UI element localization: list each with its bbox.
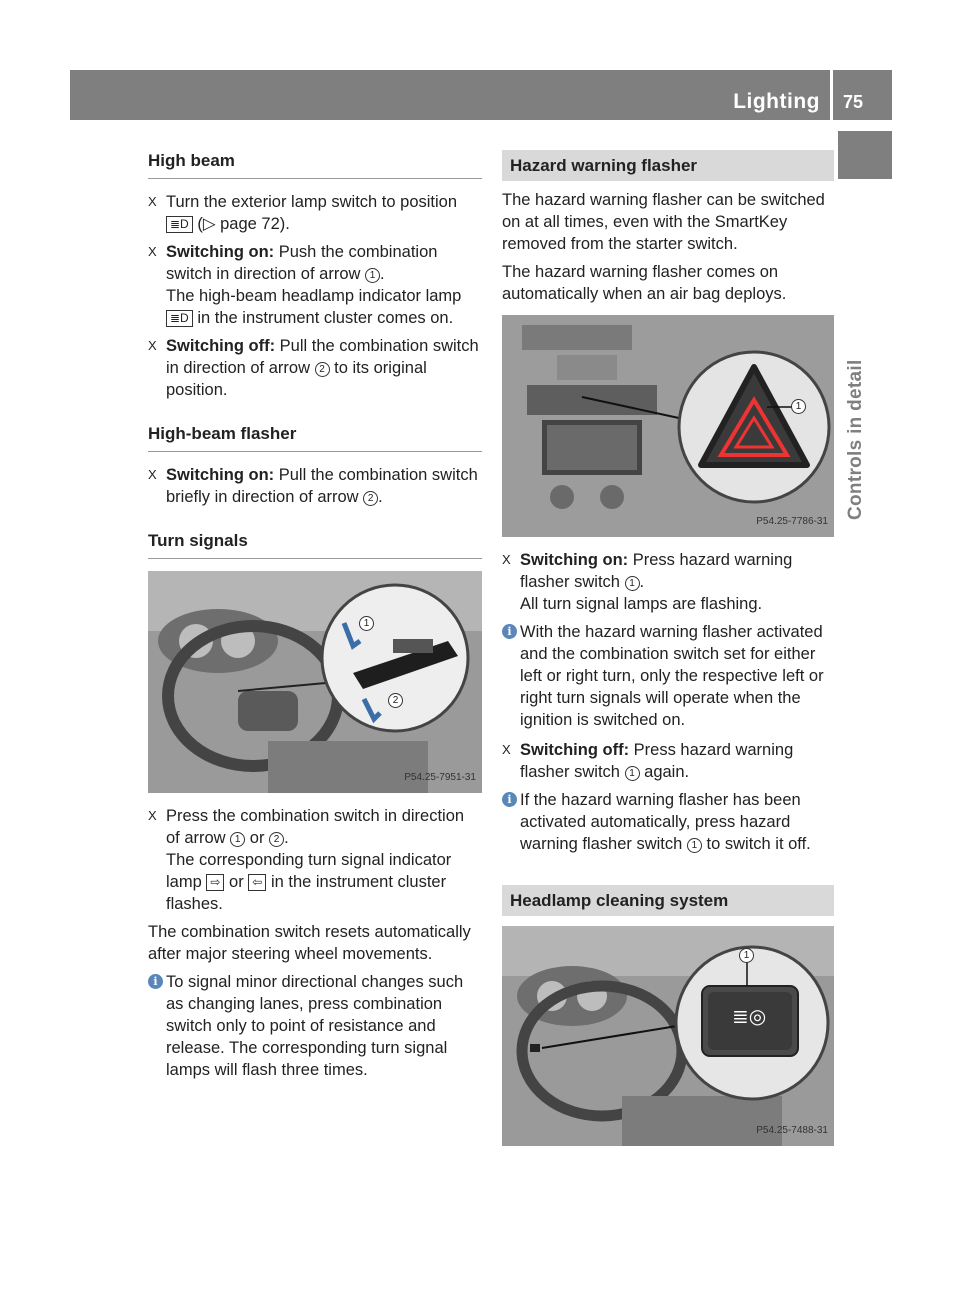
heading-turn-signals: Turn signals — [148, 530, 482, 559]
header-separator — [830, 70, 833, 120]
step-arrow-icon: X — [148, 808, 157, 823]
info-note: i If the hazard warning flasher has been activated automatically, press hazard warning flasher switch 1 to switch it off. — [502, 789, 834, 855]
figure-code: P54.25-7786-31 — [756, 516, 828, 527]
paragraph: The hazard warning flasher comes on automatically when an air bag deploys. — [502, 263, 787, 303]
hazard-switch-figure — [502, 315, 834, 537]
page-title: Lighting — [733, 90, 820, 113]
heading-headlamp-cleaning-system: Headlamp cleaning system — [502, 885, 834, 916]
step: X Press the combination switch in direction of arrow 1 or 2 . The corresponding turn signal indicator lamp ⇨ or ⇦ in the instrument cluster flashes. — [148, 805, 482, 915]
step-arrow-icon: X — [502, 552, 511, 567]
marker-2: 2 — [315, 362, 330, 377]
paragraph: The combination switch resets automatically after major steering wheel movements. — [148, 923, 471, 963]
step-arrow-icon: X — [148, 194, 157, 209]
step: X Switching on: Push the combination switch in direction of arrow 1 . The high-beam headlamp indicator lamp ≣D in the instrument cluster comes on. — [148, 241, 482, 329]
paragraph: The hazard warning flasher can be switched on at all times, even with the SmartKey removed from the starter switch. — [502, 191, 825, 253]
step-note: The corresponding turn signal indicator lamp ⇨ or ⇦ in the instrument cluster flashes. — [166, 851, 452, 913]
step-note: All turn signal lamps are flashing. — [520, 595, 763, 613]
info-icon: i — [148, 974, 163, 989]
figure-code: P54.25-7488-31 — [756, 1125, 828, 1136]
step: X Switching off: Press hazard warning flasher switch 1 again. — [502, 741, 794, 781]
steering-column-illustration — [148, 571, 482, 793]
marker-2: 2 — [269, 832, 284, 847]
marker-2: 2 — [388, 693, 403, 708]
marker-2: 2 — [363, 491, 378, 506]
headlamp-cleaning-icon: ≣◎ — [732, 1006, 767, 1028]
info-icon: i — [502, 624, 517, 639]
step: X Switching on: Press hazard warning flasher switch 1 . All turn signal lamps are flashing. — [502, 549, 834, 615]
dashboard-illustration — [502, 926, 834, 1146]
high-beam-icon: ≣D — [166, 216, 193, 233]
heading-high-beam-flasher: High-beam flasher — [148, 423, 482, 452]
side-tab — [838, 131, 892, 179]
info-note: i With the hazard warning flasher activated and the combination switch set for either left or right turn, only the respective left or right turn signals will operate when the ignition is switched on. — [502, 621, 834, 731]
high-beam-icon: ≣D — [166, 310, 193, 327]
step-arrow-icon: X — [148, 467, 157, 482]
step: X Switching on: Pull the combination switch briefly in direction of arrow 2 . — [148, 466, 478, 506]
left-turn-indicator-icon: ⇦ — [248, 874, 266, 891]
left-column — [148, 150, 482, 1089]
right-turn-indicator-icon: ⇨ — [206, 874, 224, 891]
step-arrow-icon: X — [148, 338, 157, 353]
marker-1: 1 — [230, 832, 245, 847]
page-number: 75 — [843, 92, 864, 112]
marker-1: 1 — [791, 399, 806, 414]
page-reference: (▷ page 72). — [197, 215, 290, 233]
turn-signal-figure — [148, 571, 482, 793]
marker-1: 1 — [625, 576, 640, 591]
marker-1: 1 — [365, 268, 380, 283]
info-icon: i — [502, 792, 517, 807]
heading-high-beam: High beam — [148, 150, 482, 179]
marker-1: 1 — [687, 838, 702, 853]
step: X Switching off: Pull the combination switch in direction of arrow 2 to its original position. — [148, 337, 479, 399]
headlamp-cleaning-figure — [502, 926, 834, 1146]
info-note: i To signal minor directional changes such as changing lanes, press combination switch only to point of resistance and release. The corresponding turn signal lamps will flash three times. — [148, 971, 482, 1081]
marker-1: 1 — [359, 616, 374, 631]
heading-hazard-warning-flasher: Hazard warning flasher — [502, 150, 834, 181]
right-column — [502, 150, 834, 1158]
center-console-illustration — [502, 315, 834, 537]
marker-1: 1 — [739, 948, 754, 963]
step-note: The high-beam headlamp indicator lamp ≣D in the instrument cluster comes on. — [166, 287, 462, 327]
step-arrow-icon: X — [502, 742, 511, 757]
step-arrow-icon: X — [148, 244, 157, 259]
figure-code: P54.25-7951-31 — [404, 772, 476, 783]
marker-1: 1 — [625, 766, 640, 781]
step: X Turn the exterior lamp switch to position ≣D (▷ page 72). — [148, 193, 458, 233]
section-label: Controls in detail — [845, 359, 866, 520]
